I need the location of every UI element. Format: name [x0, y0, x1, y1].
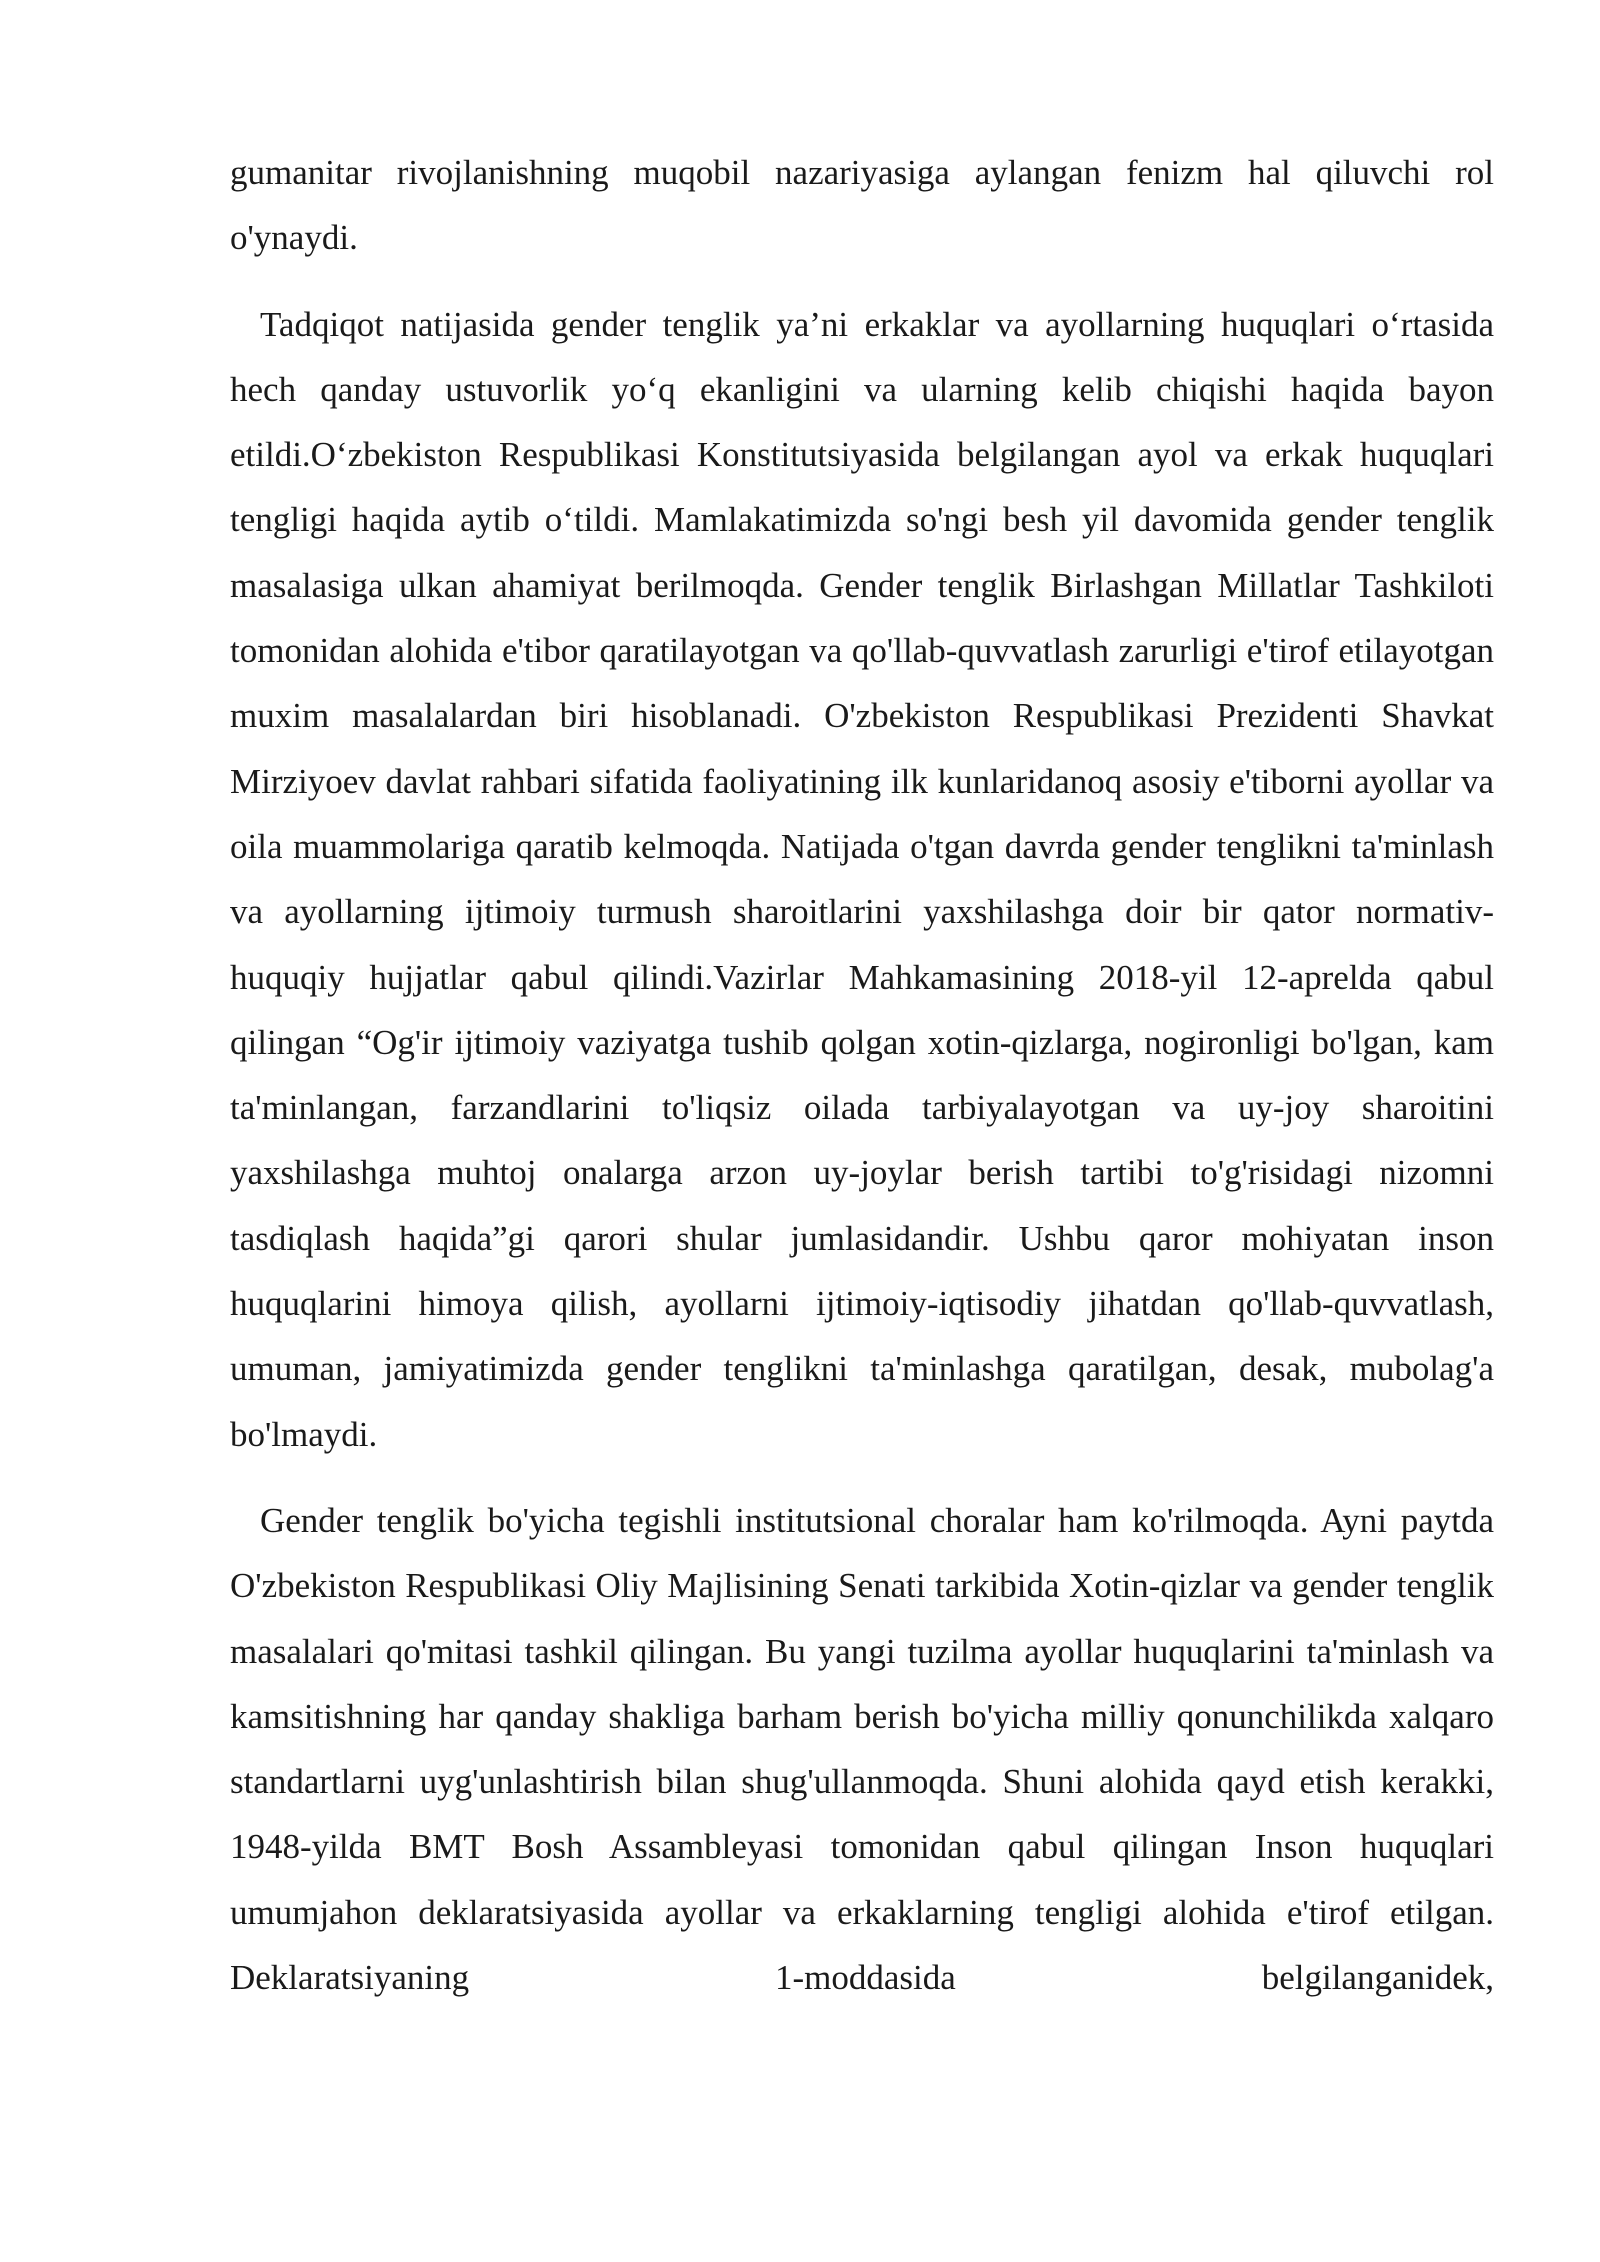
paragraph-institutional-measures: Gender tenglik bo'yicha tegishli institutsional choralar ham ko'rilmoqda. Ayni paytda O'zbekiston Respublikasi Oliy Majlisining Senati tarkibida Xotin-qizlar va gender tenglik masalalari qo'mitasi tashkil qilingan. Bu yangi tuzilma ayollar huquqlarini ta'minlash va kamsitishning har qanday shakliga barham berish bo'yicha milliy qonunchilikda xalqaro standartlarni uyg'unlashtirish bilan shug'ullanmoqda. Shuni alohida qayd etish kerakki, 1948-yilda BMT Bosh Assambleyasi tomonidan qabul qilingan Inson huquqlari umumjahon deklaratsiyasida ayollar va erkaklarning tengligi alohida e'tirof etilgan. Deklaratsiyaning 1-moddasida belgilanganidek, — [230, 1500, 1494, 1998]
paragraph-gender-equality-research: Tadqiqot natijasida gender tenglik ya’ni erkaklar va ayollarning huquqlari o‘rtasida hech qanday ustuvorlik yo‘q ekanligini va ularning kelib chiqishi haqida bayon etildi.O‘zbekiston Respublikasi Konstitutsiyasida belgilangan ayol va erkak huquqlari tengligi haqida aytib o‘tildi. Mamlakatimizda so'ngi besh yil davomida gender tenglik masalasiga ulkan ahamiyat berilmoqda. Gender tenglik Birlashgan Millatlar Tashkiloti tomonidan alohida e'tibor qaratilayotgan va qo'llab-quvvatlash zarurligi e'tirof etilayotgan muxim masalalardan biri hisoblanadi. O'zbekiston Respublikasi Prezidenti Shavkat Mirziyoev davlat rahbari sifatida faoliyatining ilk kunlaridanoq asosiy e'tiborni ayollar va oila muammolariga qaratib kelmoqda. Natijada o'tgan davrda gender tenglikni ta'minlash va ayollarning ijtimoiy turmush sharoitlarini yaxshilashga doir bir qator normativ-huquqiy hujjatlar qabul qilindi.Vazirlar Mahkamasining 2018-yil 12-aprelda qabul qilingan “Og'ir ijtimoiy vaziyatga tushib qolgan xotin-qizlarga, nogironligi bo'lgan, kam ta'minlangan, farzandlarini to'liqsiz oilada tarbiyalayotgan va uy-joy sharoitini yaxshilashga muhtoj onalarga arzon uy-joylar berish tartibi to'g'risidagi nizomni tasdiqlash haqida”gi qarori shular jumlasidandir. Ushbu qaror mohiyatan inson huquqlarini himoya qilish, ayollarni ijtimoiy-iqtisodiy jihatdan qo'llab-quvvatlash, umuman, jamiyatimizda gender tenglikni ta'minlashga qaratilgan, desak, mubolag'a bo'lmaydi. — [230, 304, 1494, 1454]
body-text — [230, 140, 1494, 2031]
paragraph-continuation: gumanitar rivojlanishning muqobil nazariyasiga aylangan fenizm hal qiluvchi rol o'ynaydi. — [230, 153, 1494, 258]
